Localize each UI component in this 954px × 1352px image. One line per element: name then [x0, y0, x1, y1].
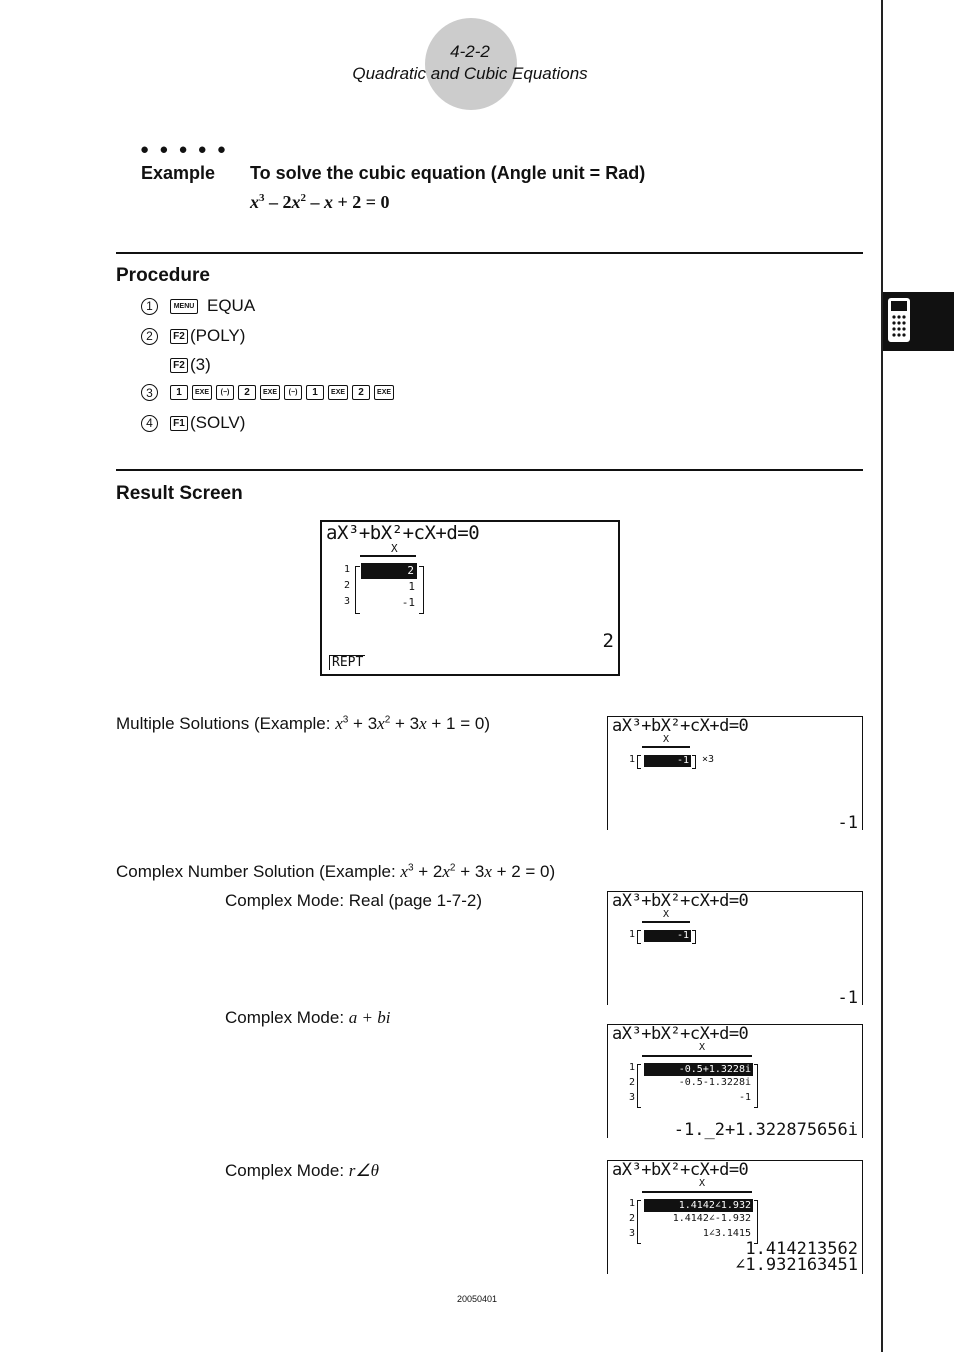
chapter-tab [883, 292, 954, 351]
rept-function-label: REPT [329, 655, 365, 670]
step-4: 4 F1 (SOLV) [141, 413, 245, 433]
page-number: 4-2-2 [450, 42, 490, 61]
f2-key: F2 [170, 358, 188, 373]
example-equation: $x^3 - 2x^2 - x + 2 = 0$ [250, 192, 390, 212]
exe-key: EXE [192, 385, 212, 400]
exe-key: EXE [260, 385, 280, 400]
key-1: 1 [170, 385, 188, 400]
negative-key: (−) [284, 385, 302, 400]
exe-key: EXE [328, 385, 348, 400]
result-screen: aX³+bX²+cX+d=0 X 1 2 3 2 1 -1 2 REPT [320, 520, 620, 676]
f1-key: F1 [170, 416, 188, 431]
step-1: 1 MENU EQUA [141, 296, 255, 316]
result-title: Result Screen [116, 483, 243, 504]
example-label: Example [141, 163, 216, 183]
divider-1 [116, 252, 863, 254]
complex-solution-label: Complex Number Solution (Example: $x^3 + 2x^2 + 3x + 2 = 0$) [116, 862, 556, 881]
complex-polar-screen: aX³+bX²+cX+d=0 X 1 2 3 1.4142∠1.932 1.4142∠-1.932 1∠3.1415 1.414213562 ∠1.932163451 [607, 1160, 863, 1274]
procedure-title: Procedure [116, 265, 210, 286]
multiple-solutions-label: Multiple Solutions (Example: $x^3 + 3x^2 + 3x + 1 = 0$) [116, 714, 490, 733]
negative-key: (−) [216, 385, 234, 400]
footer-code: 20050401 [456, 1294, 498, 1304]
complex-real-screen: aX³+bX²+cX+d=0 X 1 -1 -1 [607, 891, 863, 1005]
multiple-solutions-screen: aX³+bX²+cX+d=0 X 1 -1 ×3 -1 [607, 716, 863, 830]
step-2b: F2 (3) [170, 355, 211, 375]
example-description: To solve the cubic equation (Angle unit = Rad) [250, 163, 646, 183]
complex-mode-polar-label: Complex Mode: r∠θ [225, 1161, 379, 1180]
step-3: 3 1 EXE (−) 2 EXE (−) 1 EXE 2 EXE [141, 384, 398, 401]
margin-line [881, 0, 883, 1352]
key-1: 1 [306, 385, 324, 400]
example-dots: ● ● ● ● ● [140, 141, 229, 158]
page-title: Quadratic and Cubic Equations [352, 64, 588, 83]
f2-key: F2 [170, 329, 188, 344]
calculator-icon [883, 292, 954, 351]
complex-abi-screen: aX³+bX²+cX+d=0 X 1 2 3 -0.5+1.3228i -0.5-1.3228i -1 -1.̲2+1.322875656i [607, 1024, 863, 1138]
key-2: 2 [238, 385, 256, 400]
complex-mode-abi-label: Complex Mode: a + bi [225, 1008, 391, 1027]
menu-key: MENU [170, 299, 198, 314]
step-2: 2 F2 (POLY) [141, 326, 245, 346]
exe-key: EXE [374, 385, 394, 400]
complex-mode-real-label: Complex Mode: Real (page 1-7-2) [225, 891, 483, 910]
divider-2 [116, 469, 863, 471]
key-2: 2 [352, 385, 370, 400]
